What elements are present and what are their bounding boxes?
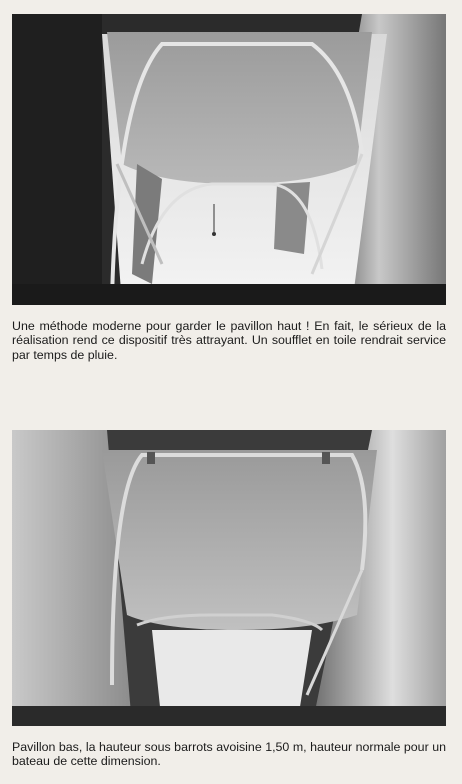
photo-raised-roof-image <box>12 14 446 305</box>
photo-lowered-roof <box>12 430 446 726</box>
caption-lowered-roof: Pavillon bas, la hauteur sous barrots avoisine 1,50 m, hauteur normale pour un bateau de cette dimension. <box>12 740 446 769</box>
photo-lowered-roof-image <box>12 430 446 726</box>
photo-raised-roof <box>12 14 446 305</box>
caption-raised-roof: Une méthode moderne pour garder le pavillon haut ! En fait, le sérieux de la réalisation rend ce dispositif très attrayant. Un soufflet en toile rendrait service par temps de pluie. <box>12 319 446 362</box>
